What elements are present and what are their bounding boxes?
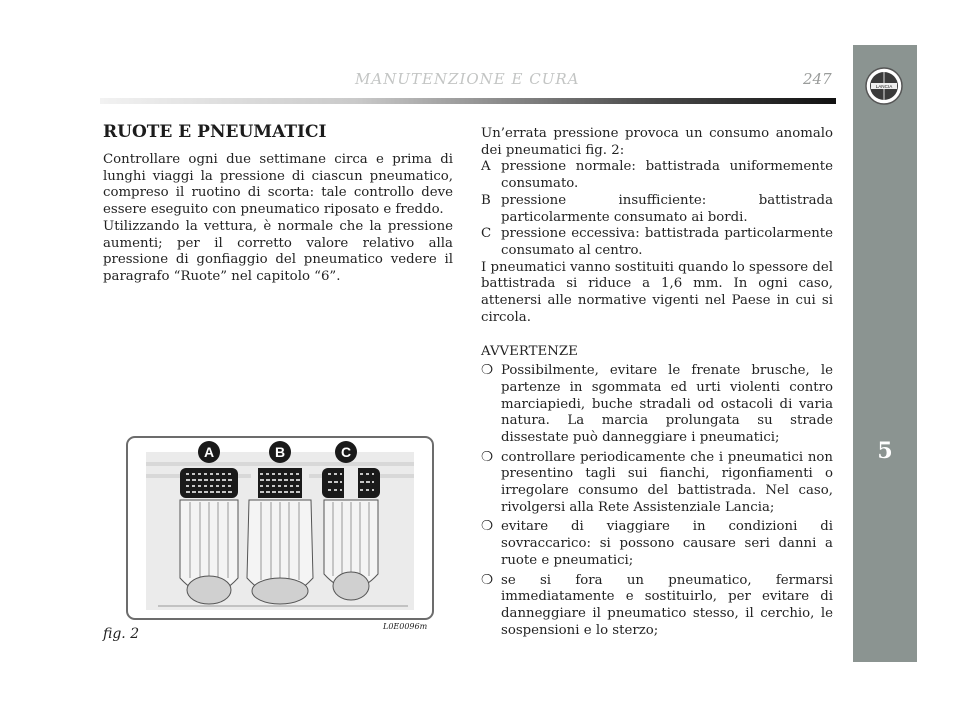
- tyre-illustration: [128, 438, 432, 618]
- list-item: [481, 450, 833, 517]
- tyre-b: [247, 468, 313, 604]
- lancia-logo-icon: [864, 66, 904, 106]
- label-c-badge: [335, 441, 357, 463]
- warning-title: AVVERTENZE: [481, 344, 578, 360]
- left-column: [103, 122, 453, 286]
- case-text: pressione insufficiente: battistrada particolarmente consumato ai bordi.: [501, 192, 833, 225]
- warning-text: Possibilmente, evitare le frenate brusche, le partenze in sgommata ed urti violenti contro marciapiedi, buche stradali od ostacoli di varia natura. La marcia prolungata su strade dissestate può danneggiare i pneumatici;: [501, 363, 833, 445]
- replace-note: I pneumatici vanno sostituiti quando lo spessore del battistrada si riduce a 1,6 mm. In ogni caso, attenersi alle normative vigenti nel Paese in cui si circola.: [481, 259, 833, 325]
- list-item: [481, 363, 833, 447]
- case-letter: B: [481, 192, 491, 208]
- header-rule: [100, 98, 836, 104]
- warning-text: evitare di viaggiare in condizioni di sovraccarico: si possono causare seri danni a ruote e pneumatici;: [501, 519, 833, 568]
- label-b-badge: [269, 441, 291, 463]
- case-letter: A: [481, 159, 491, 175]
- bullet-icon: ❍: [481, 363, 493, 379]
- label-a: A: [203, 444, 215, 460]
- case-text: pressione normale: battistrada uniformemente consumato.: [501, 159, 833, 192]
- warning-text: controllare periodicamente che i pneumatici non presentino tagli sui fianchi, rigonfiamenti o irregolare consumo del battistrada. Nel caso, rivolgersi alla Rete Assistenziale Lancia;: [501, 449, 833, 515]
- list-item: [481, 193, 833, 226]
- warnings-list: [481, 363, 833, 639]
- chapter-side-tab: [853, 45, 917, 662]
- intro-text: Un’errata pressione provoca un consumo anomalo dei pneumatici fig. 2:: [481, 126, 833, 158]
- bullet-icon: ❍: [481, 449, 493, 465]
- list-item: [481, 573, 833, 640]
- figure-caption: fig. 2: [103, 626, 140, 642]
- page-number: 247: [803, 70, 832, 88]
- label-c: C: [340, 444, 352, 460]
- pressure-cases-list: [481, 159, 833, 259]
- paragraph: Utilizzando la vettura, è normale che la pressione aumenti; per il corretto valore relativo alla pressione di gonfiaggio del pneumatico vedere il paragrafo “Ruote” nel capitolo “6”.: [103, 218, 453, 284]
- bullet-icon: ❍: [481, 572, 493, 588]
- list-item: [481, 226, 833, 259]
- case-letter: C: [481, 226, 492, 242]
- bullet-icon: ❍: [481, 519, 493, 535]
- section-title: MANUTENZIONE E CURA: [355, 70, 580, 88]
- page-heading: RUOTE E PNEUMATICI: [103, 122, 327, 142]
- case-text: pressione eccessiva: battistrada particolarmente consumato al centro.: [501, 226, 833, 258]
- paragraph: Controllare ogni due settimane circa e prima di lunghi viaggi la pressione di ciascun pneumatico, compreso il ruotino di scorta: tale controllo deve essere eseguito con pneumatico riposato e freddo.: [103, 152, 453, 218]
- figure-code: L0E0096m: [383, 622, 428, 631]
- tyre-a: [180, 468, 238, 604]
- list-item: [481, 159, 833, 192]
- tyre-c: [322, 468, 380, 600]
- tyre-wear-figure: [126, 436, 434, 620]
- right-column: [481, 126, 833, 642]
- logo-text: LANCIA: [875, 84, 893, 89]
- list-item: [481, 519, 833, 569]
- warning-text: se si fora un pneumatico, fermarsi immediatamente e sostituirlo, per evitare di danneggiare il pneumatico stesso, il cerchio, le sospensioni e lo sterzo;: [501, 572, 833, 638]
- label-b: B: [274, 444, 286, 460]
- chapter-number: 5: [877, 438, 893, 464]
- label-a-badge: [198, 441, 220, 463]
